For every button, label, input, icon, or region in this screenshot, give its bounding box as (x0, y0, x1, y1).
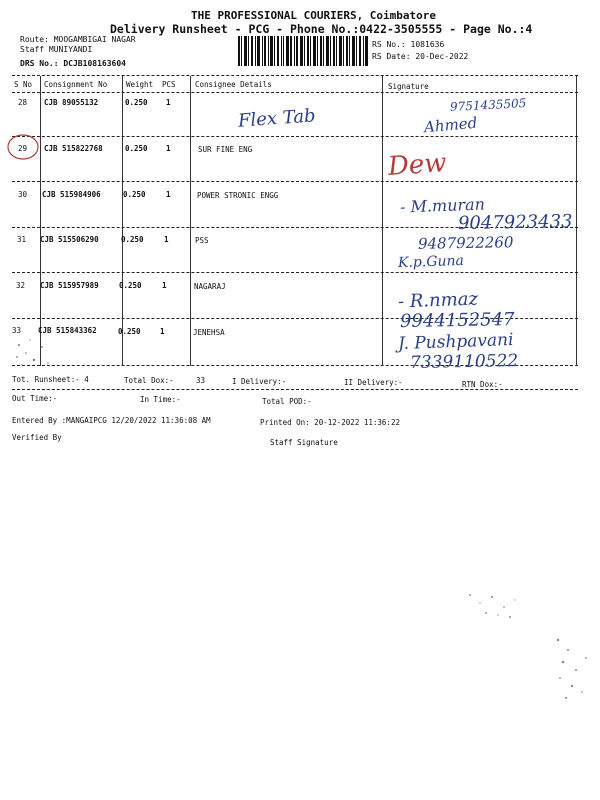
scan-noise (460, 585, 530, 625)
staff-signature-label: Staff Signature (270, 438, 338, 447)
handwritten-name: - R.nmaz (397, 288, 479, 313)
handwritten-phone: 9487922260 (417, 233, 514, 253)
total-pod-label: Total POD:- (262, 397, 312, 406)
handwritten-name: - M.muran (399, 194, 486, 217)
row-pcs: 1 (162, 281, 167, 290)
row-sno: 33 (12, 326, 22, 335)
row-consignee: NAGARAJ (194, 282, 226, 291)
runsheet-title: Delivery Runsheet - PCG - Phone No.:0422-3505555 - Page No.:4 (110, 22, 533, 36)
barcode (238, 36, 368, 66)
entered-by: Entered By :MANGAIPCG 12/20/2022 11:36:08 AM (12, 416, 211, 425)
drs-value: DCJB108163604 (63, 59, 126, 68)
red-circle-mark (6, 133, 40, 161)
rs-no-label: RS No.: (372, 40, 406, 49)
rs-no-value: 1081636 (410, 40, 445, 49)
row-consignment: CJB 515843362 (38, 326, 97, 335)
i-delivery-label: I Delivery:- (232, 377, 287, 386)
row-pcs: 1 (166, 190, 171, 199)
header-bottom-rule (12, 92, 578, 93)
row-consignee: PSS (195, 236, 209, 245)
row-sno: 29 (18, 144, 28, 153)
route-value: MOOGAMBIGAI NAGAR (53, 35, 136, 44)
scan-noise (14, 325, 64, 375)
row-sno: 32 (16, 281, 26, 290)
col-header-consignee: Consignee Details (195, 80, 272, 89)
printed-on: Printed On: 20-12-2022 11:36:22 (260, 418, 400, 427)
row-divider (12, 272, 578, 273)
rs-date-value: 20-Dec-2022 (415, 52, 469, 61)
col-header-signature: Signature (388, 82, 429, 91)
col-divider (190, 76, 191, 366)
row-consignment: CJB 515506290 (40, 235, 99, 244)
col-header-consignment: Consignment No (44, 80, 108, 89)
total-dox-label: Total Dox:- (124, 376, 174, 385)
rs-date-row (372, 52, 468, 61)
handwritten-signature: Ahmed (423, 113, 478, 137)
staff-label: Staff (20, 45, 45, 54)
row-consignee: SUR FINE ENG (198, 145, 253, 154)
totals-rule (12, 389, 578, 390)
row-consignee: POWER STRONIC ENGG (197, 191, 279, 200)
row-consignment: CJB 89055132 (44, 98, 99, 107)
out-time-label: Out Time:- (12, 394, 58, 403)
col-divider (382, 76, 383, 366)
handwritten-phone: 9047923433 (457, 211, 573, 234)
company-name: THE PROFESSIONAL COURIERS, Coimbatore (191, 9, 437, 22)
handwritten-phone: 9751435505 (449, 96, 527, 114)
row-consignee: JENEHSA (193, 328, 225, 337)
drs-label: DRS No.: (20, 59, 59, 68)
col-divider (576, 76, 577, 366)
table-top-rule (12, 75, 578, 76)
handwritten-name: J. Pushpavani (397, 329, 514, 355)
col-divider (40, 76, 41, 366)
row-pcs: 1 (164, 235, 169, 244)
row-weight: 0.250 (118, 327, 141, 336)
handwritten-consignee: Flex Tab (237, 105, 317, 132)
row-consignment: CJB 515957989 (40, 281, 99, 290)
handwritten-signature: Dew (387, 147, 448, 183)
route-row (20, 35, 136, 44)
row-pcs: 1 (160, 327, 165, 336)
row-divider (12, 181, 578, 182)
handwritten-name: K.p.Guna (397, 252, 465, 272)
col-header-sno: S No (14, 80, 33, 89)
handwritten-phone: 9944152547 (399, 309, 515, 332)
col-divider (122, 76, 123, 366)
row-weight: 0.250 (123, 190, 146, 199)
rs-no-row (372, 40, 444, 49)
row-weight: 0.250 (125, 144, 148, 153)
row-consignment: CJB 515822768 (44, 144, 103, 153)
staff-value: MUNIYANDI (48, 45, 93, 54)
total-runsheet: Tot. Runsheet:- 4 (12, 375, 89, 384)
row-consignment: CJB 515984906 (42, 190, 101, 199)
in-time-label: In Time:- (140, 395, 181, 404)
row-divider (12, 136, 578, 137)
route-label: Route: (20, 35, 49, 44)
row-weight: 0.250 (125, 98, 148, 107)
rs-date-label: RS Date: (372, 52, 411, 61)
handwritten-phone: 7339110522 (409, 351, 519, 373)
row-weight: 0.250 (119, 281, 142, 290)
row-sno: 30 (18, 190, 28, 199)
scan-noise (548, 630, 598, 710)
row-sno: 31 (17, 235, 27, 244)
row-pcs: 1 (166, 98, 171, 107)
row-pcs: 1 (166, 144, 171, 153)
row-weight: 0.250 (121, 235, 144, 244)
verified-by: Verified By (12, 433, 62, 442)
rtn-dox-label: RTN Dox:- (462, 380, 503, 389)
drs-row (20, 59, 126, 68)
row-sno: 28 (18, 98, 28, 107)
ii-delivery-label: II Delivery:- (344, 378, 403, 387)
staff-row (20, 45, 92, 54)
col-header-pcs: PCS (162, 80, 176, 89)
total-dox-value: 33 (196, 376, 206, 385)
col-header-weight: Weight (126, 80, 154, 89)
